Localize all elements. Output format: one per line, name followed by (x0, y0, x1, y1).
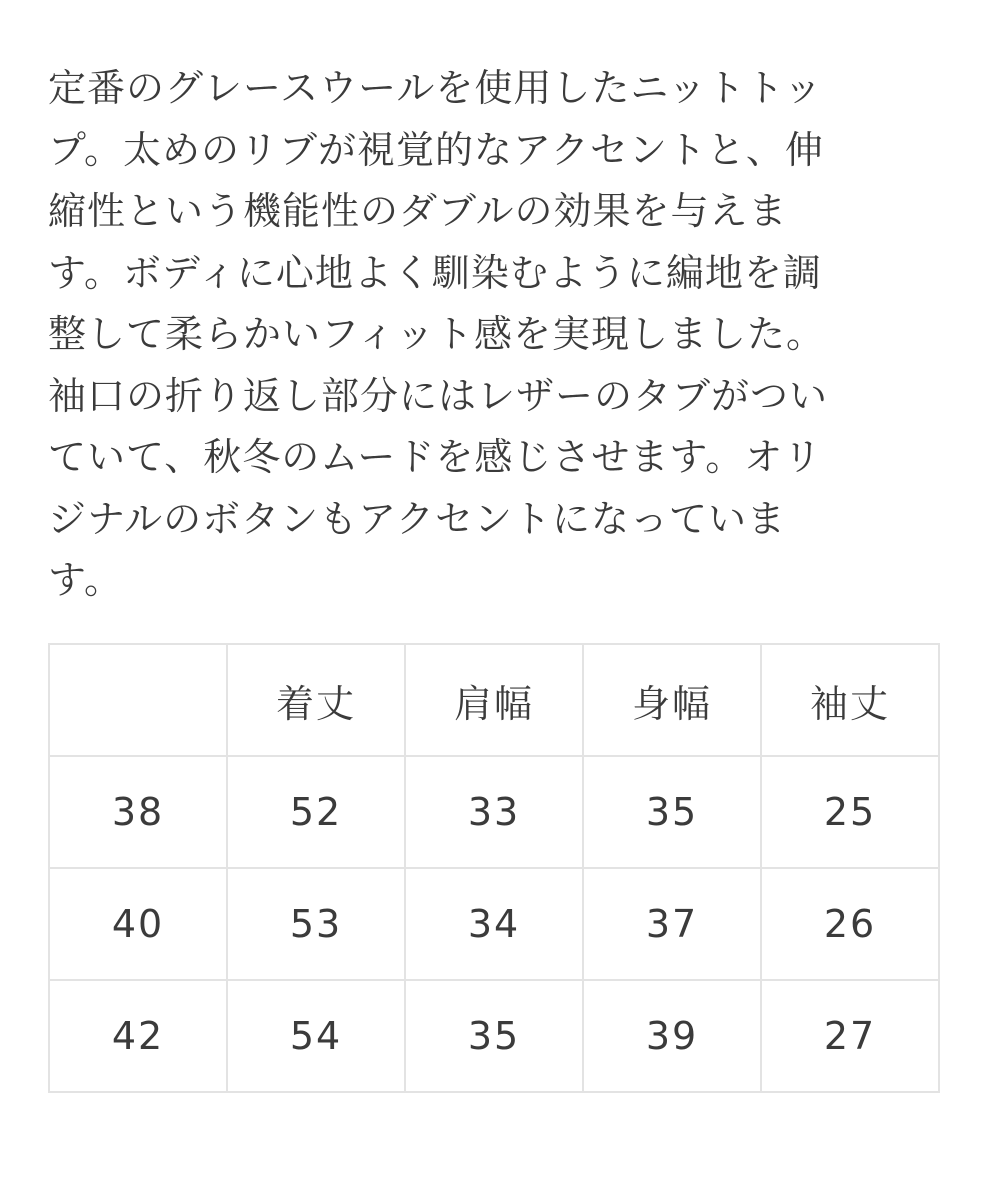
chest-cell: 35 (583, 756, 761, 868)
description-line: 袖口の折り返し部分にはレザーのタブがつい (48, 373, 829, 418)
sleeve-cell: 25 (761, 756, 939, 868)
product-description (48, 58, 908, 612)
size-table (48, 643, 940, 1093)
header-cell-sleeve: 袖丈 (761, 644, 939, 756)
length-cell: 54 (227, 980, 405, 1092)
header-cell-empty (49, 644, 227, 756)
description-line: 定番のグレースウールを使用したニットトッ (48, 66, 823, 110)
shoulder-cell: 34 (405, 868, 583, 980)
size-cell: 40 (49, 868, 227, 980)
chest-cell: 39 (583, 980, 761, 1092)
size-cell: 42 (49, 980, 227, 1092)
shoulder-cell: 33 (405, 756, 583, 868)
header-cell-chest: 身幅 (583, 644, 761, 756)
shoulder-cell: 35 (405, 980, 583, 1092)
sleeve-cell: 27 (761, 980, 939, 1092)
description-line: す。 (48, 558, 123, 602)
header-cell-shoulder: 肩幅 (405, 644, 583, 756)
description-line: ジナルのボタンもアクセントになっていま (48, 496, 786, 541)
header-cell-length: 着丈 (227, 644, 405, 756)
description-line: ていて、秋冬のムードを感じさせます。オリ (48, 435, 823, 479)
description-line: 整して柔らかいフィット感を実現しました。 (48, 312, 825, 356)
table-row (49, 756, 939, 868)
description-line: 縮性という機能性のダブルの効果を与えま (48, 189, 788, 233)
description-line: す。ボディに心地よく馴染むように編地を調 (48, 250, 822, 295)
length-cell: 53 (227, 868, 405, 980)
length-cell: 52 (227, 756, 405, 868)
table-row (49, 868, 939, 980)
size-table-header-row (49, 644, 939, 756)
chest-cell: 37 (583, 868, 761, 980)
description-line: プ。太めのリブが視覚的なアクセントと、伸 (48, 127, 824, 172)
table-row (49, 980, 939, 1092)
size-cell: 38 (49, 756, 227, 868)
sleeve-cell: 26 (761, 868, 939, 980)
